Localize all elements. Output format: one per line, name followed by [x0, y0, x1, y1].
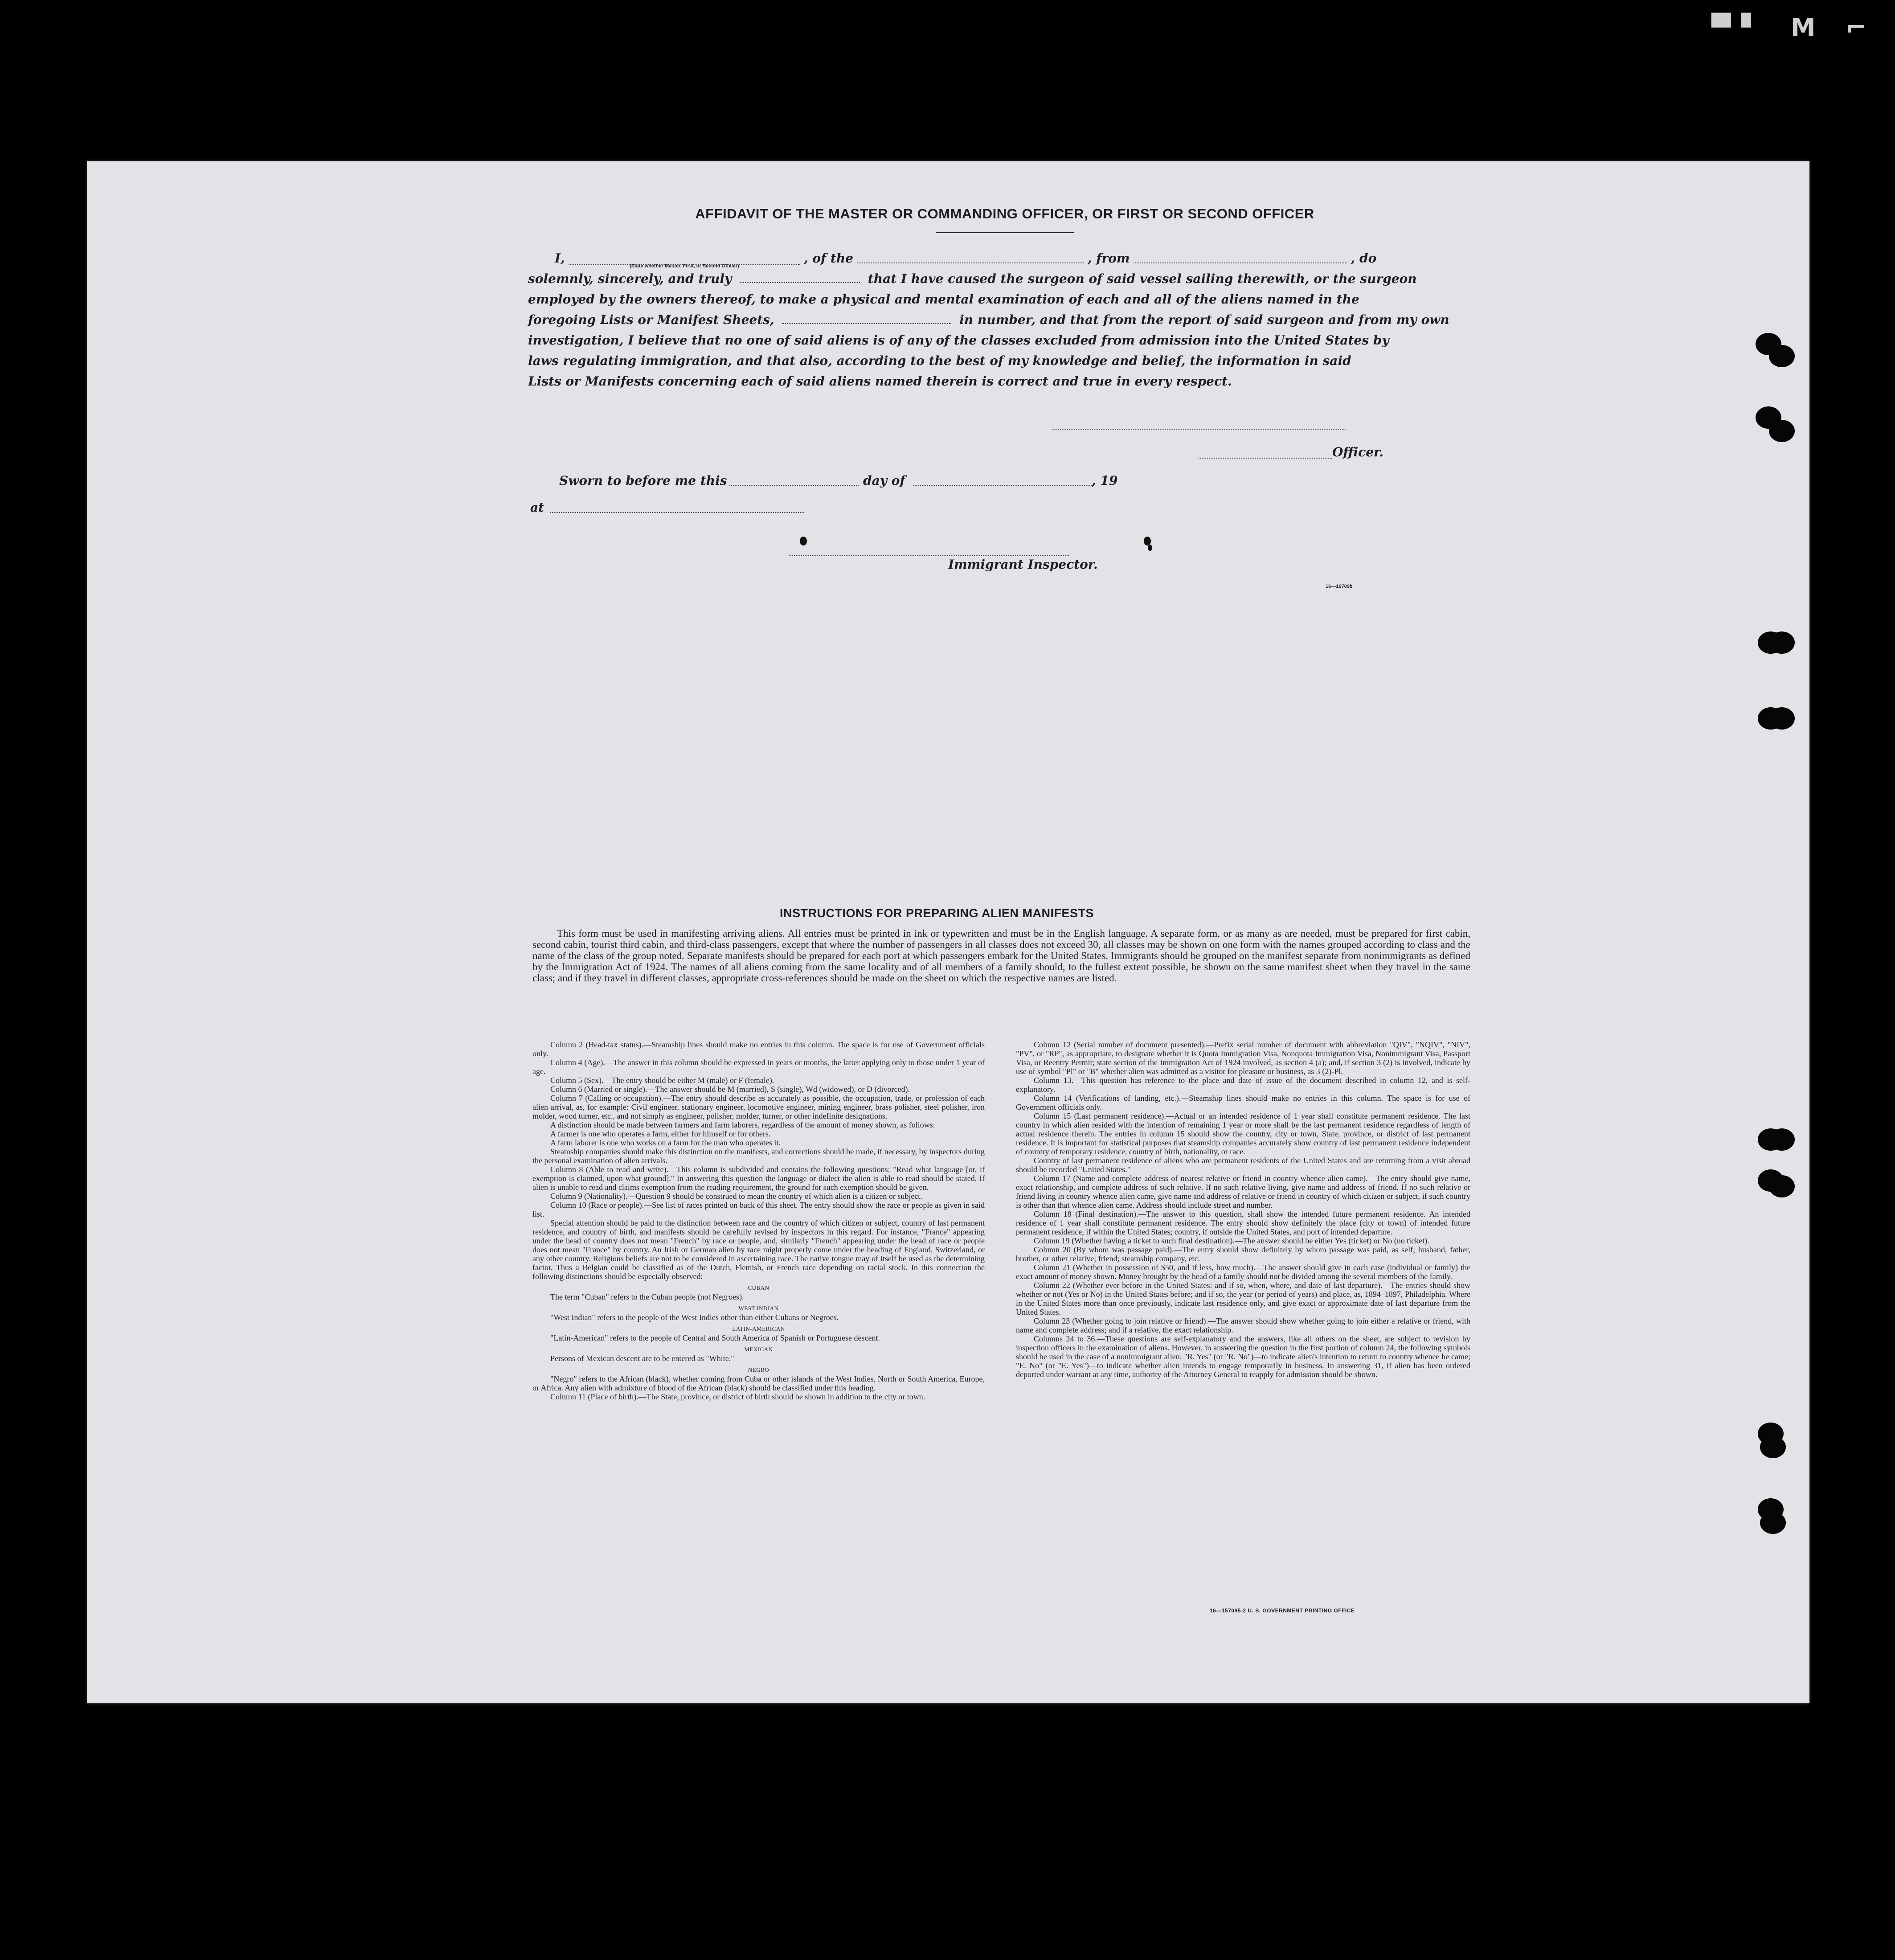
ink-speck: [1148, 545, 1152, 551]
instruction-item: Column 21 (Whether in possession of $50, and if less, how much).—The answer should give in each case (individual or family) the exact amount of money shown. Money brought by the head of a family should not be divided among the several members of the family.: [1016, 1263, 1470, 1281]
day-of-label: day of: [863, 473, 905, 488]
instruction-item: Columns 24 to 36.—These questions are self-explanatory and the answers, like all others on the sheet, are subject to revision by inspection officers in the examination of aliens. However, in answering the question in the first portion of column 24, the following symbols should be used in the case of a nonimmigrant alien: "R. Yes" (or "R. No")—to indicate alien's intention to return to country whence he came; "E. No" (or "E. Yes")—to indicate whether alien intends to engage temporarily in business. In answering 31, if alien has been ordered deported under warrant at any time, authority of the Attorney General to reapply for admission should be shown.: [1016, 1334, 1470, 1379]
punch-hole: [1769, 420, 1795, 442]
punch-hole: [1760, 1436, 1786, 1458]
instructions-left-column: [532, 1040, 985, 1401]
officer-signature-line-2[interactable]: [1199, 458, 1332, 459]
affidavit-title: AFFIDAVIT OF THE MASTER OR COMMANDING OFFICER, OR FIRST OR SECOND OFFICER: [695, 206, 1314, 221]
instruction-item: Column 4 (Age).—The answer in this column should be expressed in years or months, the latter applying only to those under 1 year of age.: [532, 1058, 985, 1076]
instruction-item: Column 10 (Race or people).—See list of races printed on back of this sheet. The entry should show the race or people as given in said list.: [532, 1201, 985, 1218]
affidavit-line-7: Lists or Manifests concerning each of said aliens named therein is correct and true in every respect.: [528, 374, 1232, 389]
instruction-item: A farm laborer is one who works on a farm for the man who operates it.: [550, 1138, 781, 1147]
officer-signature-line-1[interactable]: [1052, 429, 1346, 430]
heading-cuban: CUBAN: [748, 1284, 769, 1291]
of-the-label: , of the: [803, 251, 853, 266]
affidavit-line-6: laws regulating immigration, and that also, according to the best of my knowledge and belief, the information in said: [528, 353, 1351, 368]
affidavit-i-label: I,: [555, 251, 565, 266]
instruction-item: Column 22 (Whether ever before in the United States: and if so, when, where, and date of last departure).—The entries should show whether or not (Yes or No) in the United States before; and if so, the year (or period of years) and place, as, 1894–1897, Philadelphia. Where in the United States more than once previously, indicate last residence only, and give exact or approximate date of last departure from the United States.: [1016, 1281, 1470, 1316]
sworn-day-field[interactable]: [729, 485, 859, 486]
instruction-item: Column 18 (Final destination).—The answer to this question, shall show the intended future permanent residence. An intended residence of 1 year shall constitute permanent residence. The entry should show definitely the place (city or town) of intended future permanent residence, if within the United States; country, if outside the United States, and port of intended departure.: [1016, 1210, 1470, 1236]
line4-a: foregoing Lists or Manifest Sheets,: [528, 312, 774, 327]
instruction-item: Column 8 (Able to read and write).—This column is subdivided and contains the following questions: "Read what language [or, if exemption is claimed, upon what ground]." In answering this question the language or dialect the alien is able to read should be stated. If alien is unable to read and claims exemption from the reading requirement, the ground for such exemption should be given.: [532, 1165, 985, 1192]
affidavit-body: [528, 248, 1464, 392]
film-corner-mark: ▀▘ M ⌐: [1711, 13, 1877, 42]
sworn-label: Sworn to before me this: [559, 473, 727, 488]
definition-cuban: The term "Cuban" refers to the Cuban people (not Negroes).: [550, 1292, 744, 1301]
inspector-signature-line[interactable]: [789, 555, 1069, 556]
do-label: , do: [1351, 251, 1377, 266]
from-port-field[interactable]: [1134, 254, 1347, 263]
year-label: , 19: [1092, 473, 1118, 488]
instructions-title: INSTRUCTIONS FOR PREPARING ALIEN MANIFESTS: [780, 906, 1094, 920]
officer-label: Officer.: [1332, 445, 1383, 459]
officer-rank-field[interactable]: [569, 256, 800, 269]
punch-hole: [1769, 631, 1795, 654]
from-label: , from: [1087, 251, 1130, 266]
manifest-sheet: [87, 161, 1809, 1703]
state-note: (State whether Master, First, or Second Officer): [629, 263, 739, 269]
heading-west-indian: WEST INDIAN: [738, 1305, 779, 1312]
affidavit-line-1: [528, 248, 1464, 269]
punch-hole: [1769, 707, 1795, 730]
inspector-label: Immigrant Inspector.: [948, 557, 1098, 572]
heading-negro: NEGRO: [748, 1366, 769, 1373]
instruction-item: Special attention should be paid to the distinction between race and the country of which citizen or subject, country of last permanent residence, and country of birth, and manifests should be carefully revised by inspectors in this regard. For instance, "France" appearing under the head of country does not mean "French" by race or people, and, similarly "French" appearing under the head of race or people does not mean "France" by country. An Irish or German alien by race might properly come under the heading of England, Switzerland, or any other country. Religious beliefs are not to be considered in ascertaining race. The native tongue may of itself be used as the determining factor. Thus a Belgian could be classified as of the Dutch, Flemish, or French race depending on racial stock. In this connection the following distinctions should be especially observed:: [532, 1218, 985, 1281]
instruction-item: Country of last permanent residence of aliens who are permanent residents of the United States and are returning from a visit abroad should be recorded "United States.": [1016, 1156, 1470, 1174]
instruction-item: Column 12 (Serial number of document presented).—Prefix serial number of document with abbreviation "QIV", "NQIV", "NIV", "PV", or "RP", as appropriate, to designate whether it is Quota Immigration Visa, Nonquota Immigration Visa, Nonimmigrant Visa, Passport Visa, or Reentry Permit; state section of the Immigration Act of 1924 involved, as section 4 (a); and, if section 3 (2) is involved, indicate by use of symbol "Pl" or "B" whether alien was admitted as a visitor for pleasure or business, as 3 (2)-Pl.: [1016, 1040, 1470, 1076]
at-label: at: [530, 500, 544, 515]
definition-negro: "Negro" refers to the African (black), whether coming from Cuba or other islands of the West Indies, North or South America, Europe, or Africa. Any alien with admixture of blood of the African (black) should be classified under this heading.: [532, 1374, 985, 1392]
definition-mexican: Persons of Mexican descent are to be entered as "White.": [550, 1354, 734, 1363]
affidavit-line-2: [528, 269, 1464, 289]
instruction-item: Column 6 (Married or single).—The answer should be M (married), S (single), Wd (widowed), or D (divorced).: [550, 1085, 910, 1094]
instruction-item: Column 7 (Calling or occupation).—The entry should describe as accurately as possible, the occupation, trade, or profession of each alien arrival, as, for example: Civil engineer, stationary engineer, locomotive engineer, mining engineer, brass polisher, steel polisher, iron molder, wood turner, etc., and not simply as engineer, polisher, molder, turner, or other indefinite designations.: [532, 1094, 985, 1120]
instruction-item: A farmer is one who operates a farm, either for himself or for others.: [550, 1129, 771, 1138]
printing-office-footer: 16—157095-2 U. S. GOVERNMENT PRINTING OFFICE: [1210, 1607, 1355, 1614]
instruction-item: A distinction should be made between farmers and farm laborers, regardless of the amount of money shown, as follows:: [550, 1120, 935, 1129]
punch-hole: [1769, 1175, 1795, 1197]
heading-mexican: MEXICAN: [744, 1346, 773, 1353]
ink-speck: [800, 537, 807, 545]
instruction-item: Column 2 (Head-tax status).—Steamship lines should make no entries in this column. The space is for use of Government officials only.: [532, 1040, 985, 1058]
instruction-item: Column 19 (Whether having a ticket to such final destination).—The answer should be either Yes (ticket) or No (no ticket).: [1034, 1236, 1429, 1245]
line2-a: solemnly, sincerely, and truly: [528, 271, 732, 286]
punch-hole: [1760, 1512, 1786, 1534]
line2-b: that I have caused the surgeon of said vessel sailing therewith, or the surgeon: [868, 271, 1417, 286]
oath-field[interactable]: [740, 274, 860, 283]
affidavit-line-4: [528, 310, 1464, 330]
alien-count-field[interactable]: [782, 315, 951, 324]
instruction-item: Column 11 (Place of birth).—The State, province, or district of birth should be shown in addition to the city or town.: [550, 1392, 925, 1401]
ink-speck: [1144, 537, 1151, 545]
title-underline: [936, 232, 1074, 233]
instruction-item: Column 5 (Sex).—The entry should be either M (male) or F (female).: [550, 1076, 774, 1085]
instruction-item: Steamship companies should make this distinction on the manifests, and corrections should be made, if necessary, by inspectors during the personal examination of alien arrivals.: [532, 1147, 985, 1165]
definition-latin-american: "Latin-American" refers to the people of Central and South America of Spanish or Portuguese descent.: [550, 1333, 880, 1342]
affidavit-section: [528, 206, 1464, 392]
instructions-intro: This form must be used in manifesting arriving aliens. All entries must be printed in ink or typewritten and must be in the English language. A separate form, or as many as are needed, must be prepared for first cabin, second cabin, tourist third cabin, and third-class passengers, except that where the number of passengers in all classes does not exceed 30, all classes may be shown on one form with the names grouped according to class and the name of the class of the group noted. Separate manifests should be prepared for each port at which passengers embark for the United States. Immigrants should be grouped on the manifest separate from nonimmigrants as defined by the Immigration Act of 1924. The names of all aliens coming from the same locality and of all members of a family should, to the fullest extent possible, be shown on the same manifest sheet when they travel in the same class; and if they travel in different classes, appropriate cross-references should be made on the sheet on which the respective names are listed.: [532, 928, 1470, 984]
instruction-item: Column 14 (Verifications of landing, etc.).—Steamship lines should make no entries in this column. The space is for use of Government officials only.: [1016, 1094, 1470, 1111]
sworn-month-field[interactable]: [913, 485, 1092, 486]
instruction-item: Column 23 (Whether going to join relative or friend).—The answer should show whether going to join either a relative or friend, with name and complete address; and if a relative, the exact relationship.: [1016, 1316, 1470, 1334]
instruction-item: Column 9 (Nationality).—Question 9 should be construed to mean the country of which alien is a citizen or subject.: [550, 1192, 922, 1201]
instruction-item: Column 20 (By whom was passage paid).—The entry should show definitely by whom passage was paid, as self; husband, father, brother, or other relative; friend; steamship company, etc.: [1016, 1245, 1470, 1263]
definition-west-indian: "West Indian" refers to the people of the West Indies other than either Cubans or Negroes.: [550, 1313, 839, 1322]
affidavit-line-3: employed by the owners thereof, to make a physical and mental examination of each and all of the aliens named in the: [528, 292, 1359, 307]
instruction-item: Column 17 (Name and complete address of nearest relative or friend in country whence alien came).—The entry should give name, exact relationship, and complete address of such relative. If no such relative living, give name and address of friend. If no such relative or friend living in country whence alien came, give name and address of relative or friend in country of which citizen or subject, if such country is other than that whence alien came. Address should include street and number.: [1016, 1174, 1470, 1210]
punch-hole: [1769, 345, 1795, 367]
affidavit-line-5: investigation, I believe that no one of said aliens is of any of the classes excluded from admission into the United States by: [528, 333, 1389, 348]
punch-hole: [1769, 1128, 1795, 1151]
line4-b: in number, and that from the report of said surgeon and from my own: [959, 312, 1449, 327]
instruction-item: Column 13.—This question has reference to the place and date of issue of the document described in column 12, and is self-explanatory.: [1016, 1076, 1470, 1094]
form-number: 16—16709b: [1326, 584, 1353, 589]
sworn-place-field[interactable]: [550, 512, 804, 513]
instruction-item: Column 15 (Last permanent residence).—Actual or an intended residence of 1 year shall constitute permanent residence. The last country in which alien resided with the intention of remaining 1 year or more shall be the last permanent residence regardless of length of actual residence therein. The entries in column 15 should show the country, city or town, State, province, or district of last permanent residence. It is important for statistical purposes that steamship companies accurately show country of last permanent residence independent of country of temporary residence, country of birth, nationality, or race.: [1016, 1111, 1470, 1156]
instructions-right-column: [1016, 1040, 1470, 1379]
heading-latin-american: LATIN-AMERICAN: [732, 1325, 785, 1332]
vessel-name-field[interactable]: [857, 254, 1084, 263]
